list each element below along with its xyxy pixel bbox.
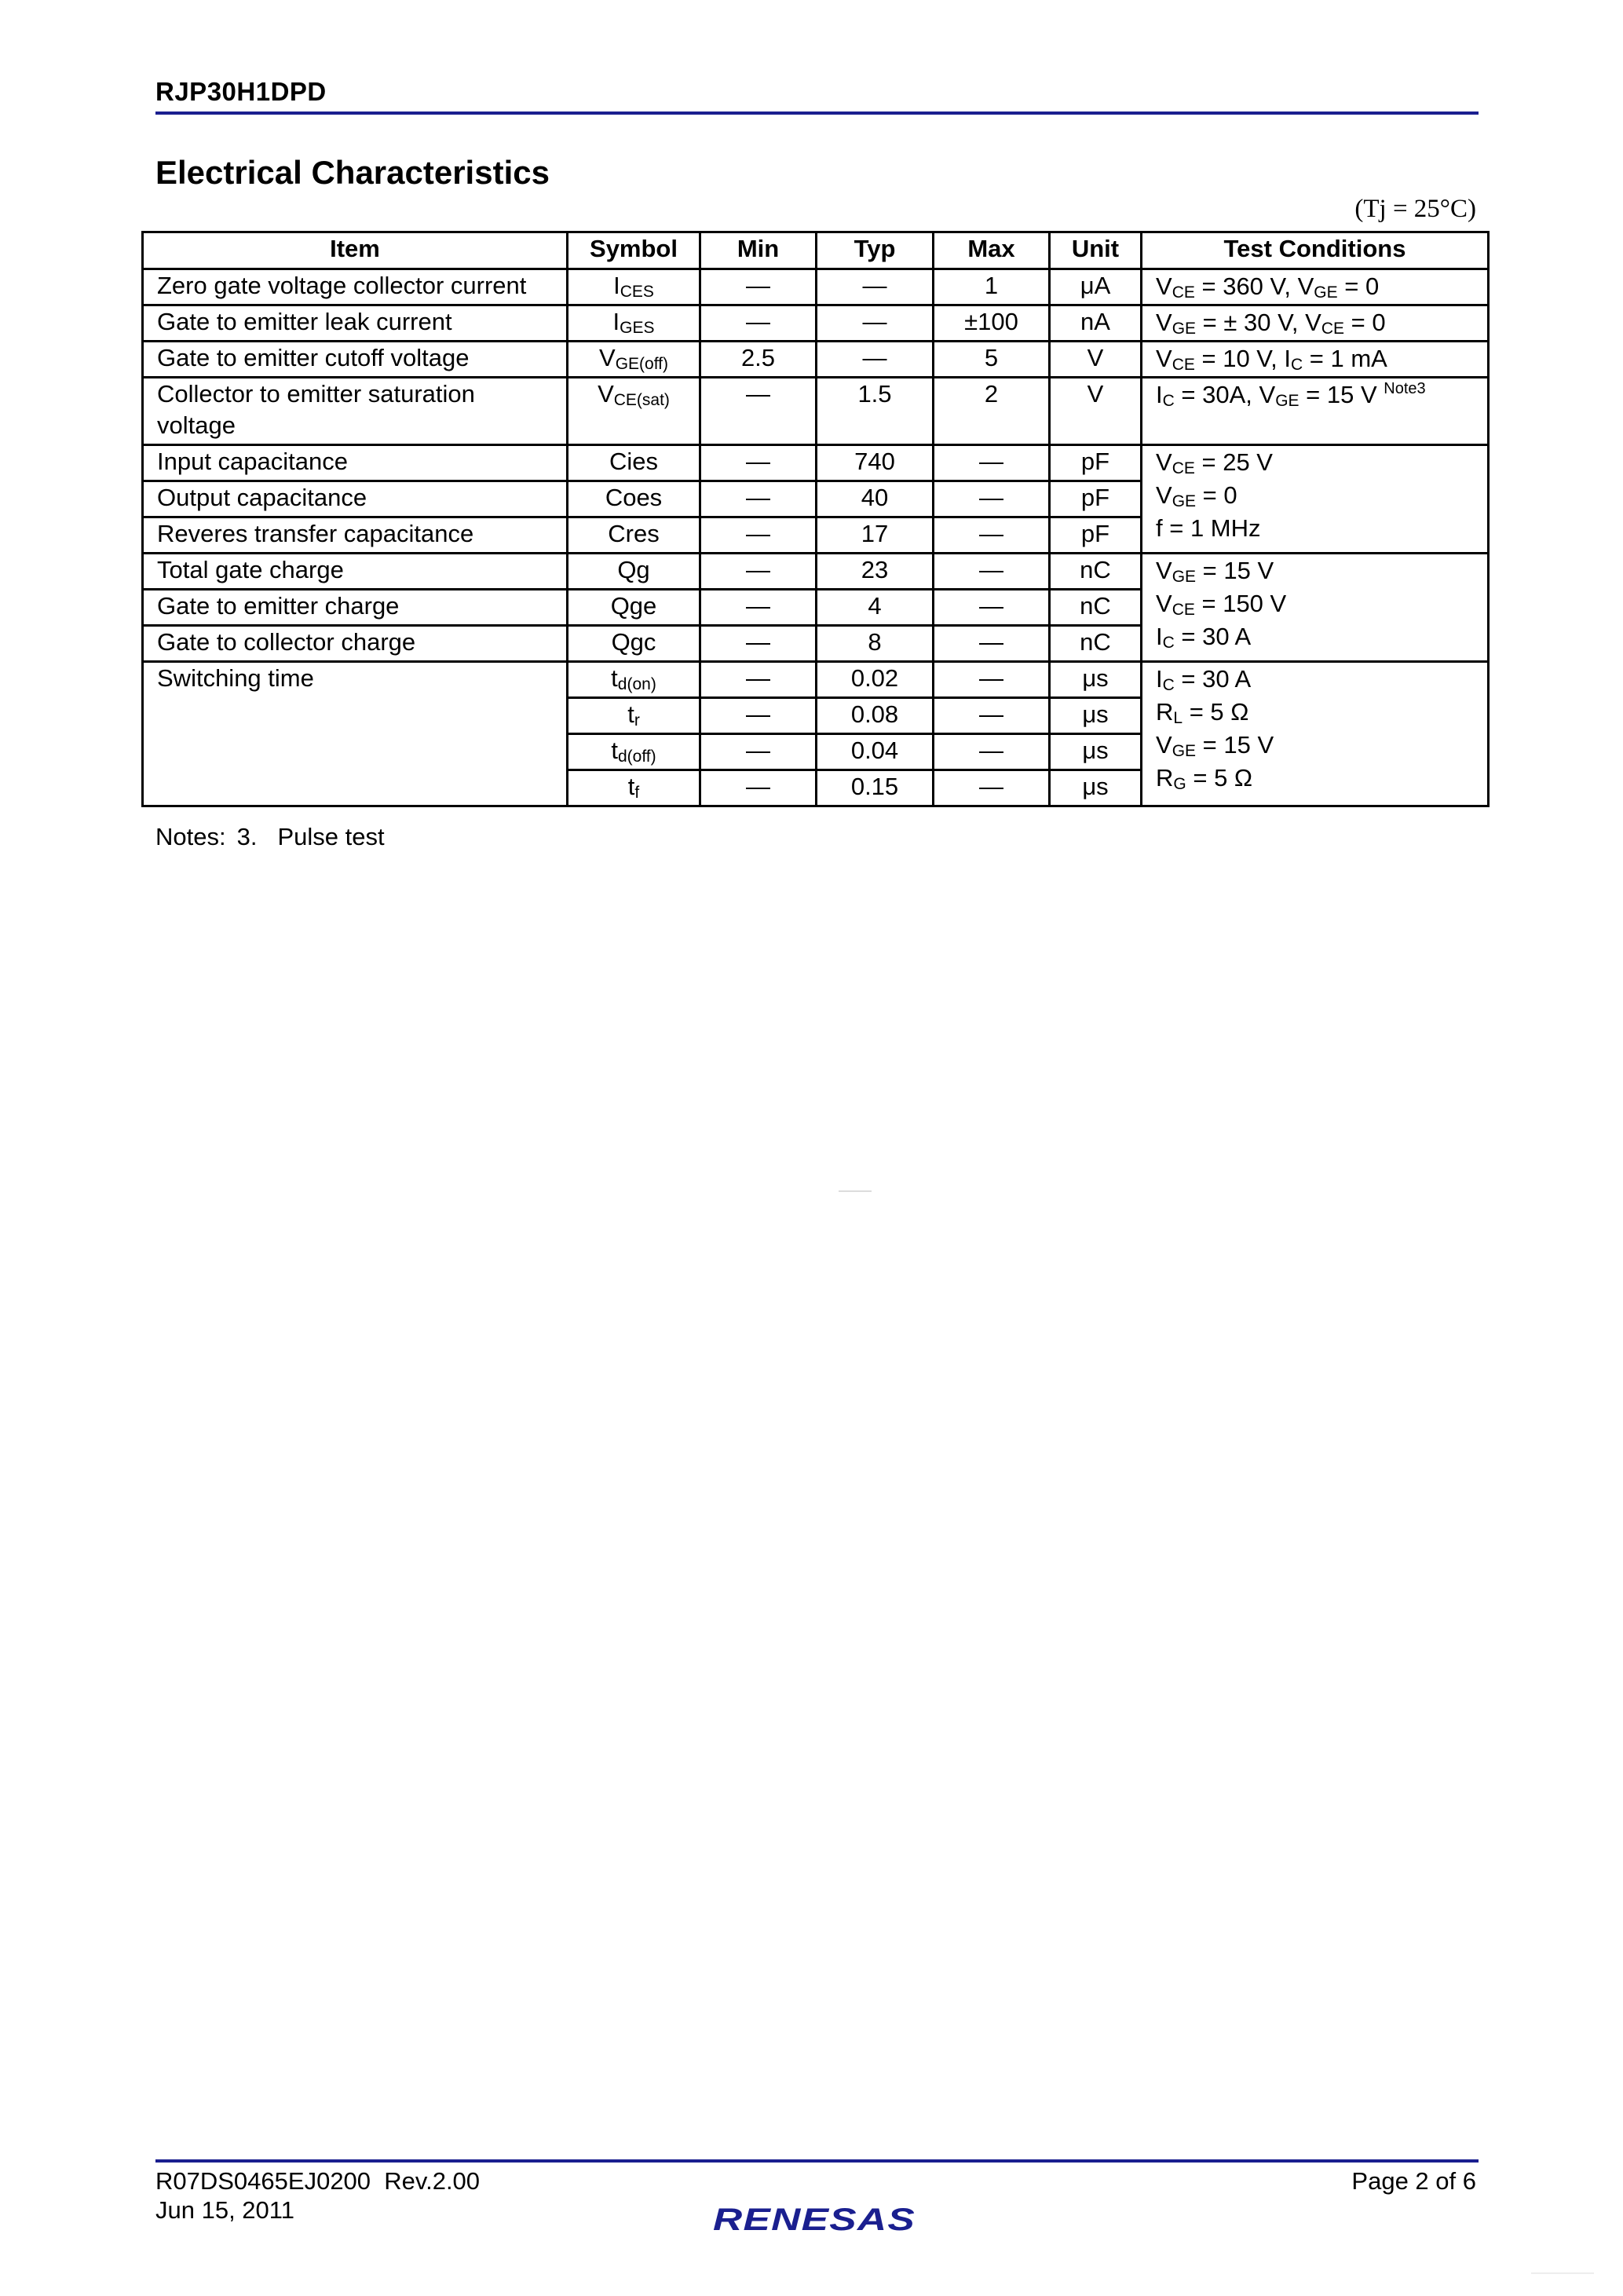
cond-value: = ± 30 V,	[1196, 309, 1306, 336]
cond-value: = 0	[1337, 272, 1380, 300]
typ-cell: 1.5	[817, 378, 934, 445]
item-cell	[143, 378, 568, 445]
symbol-cell: Qg	[568, 554, 700, 590]
symbol-sub: f	[634, 784, 640, 802]
symbol-cell	[568, 305, 700, 342]
max-cell: —	[934, 445, 1050, 481]
conditions-cell	[1142, 269, 1489, 305]
min-cell: —	[700, 554, 817, 590]
max-cell: —	[934, 554, 1050, 590]
item-cell: Total gate charge	[143, 554, 568, 590]
unit-cell: pF	[1050, 445, 1142, 481]
cond-value: = 5 Ω	[1183, 698, 1249, 726]
cond-symbol: V	[1156, 590, 1172, 617]
unit-cell: nC	[1050, 626, 1142, 662]
cond-line	[1156, 663, 1478, 696]
min-cell: —	[700, 734, 817, 770]
cond-symbol: V	[1297, 272, 1314, 300]
center-mark	[839, 1190, 872, 1192]
cond-symbol: V	[1156, 731, 1172, 759]
cond-symbol: I	[1156, 665, 1163, 693]
header-divider	[155, 112, 1479, 115]
conditions-cell	[1142, 662, 1489, 806]
renesas-logo	[713, 2200, 917, 2236]
cond-symbol: I	[1156, 623, 1163, 650]
cond-line	[1156, 446, 1478, 479]
symbol-base: t	[627, 773, 635, 800]
unit-cell: μs	[1050, 734, 1142, 770]
item-cell: Zero gate voltage collector current	[143, 269, 568, 305]
document-date: Jun 15, 2011	[155, 2196, 294, 2224]
cond-symbol: R	[1156, 764, 1174, 792]
max-cell: ±100	[934, 305, 1050, 342]
cond-symbol: V	[1259, 381, 1276, 408]
table-row	[143, 662, 1489, 698]
cond-value: = 30A,	[1174, 381, 1259, 408]
typ-cell: 40	[817, 481, 934, 517]
max-cell: 1	[934, 269, 1050, 305]
cond-symbol: V	[1156, 272, 1172, 300]
conditions-cell	[1142, 554, 1489, 662]
footer-divider	[155, 2159, 1479, 2163]
cond-value: = 15 V	[1196, 731, 1274, 759]
typ-cell: 740	[817, 445, 934, 481]
notes	[155, 823, 385, 851]
symbol-cell	[568, 734, 700, 770]
min-cell: —	[700, 305, 817, 342]
header-symbol: Symbol	[568, 232, 700, 269]
typ-cell: 0.15	[817, 770, 934, 806]
symbol-cell	[568, 770, 700, 806]
max-cell: —	[934, 481, 1050, 517]
cond-sub: GE	[1172, 320, 1197, 338]
cond-sub: G	[1173, 775, 1186, 793]
min-cell: —	[700, 662, 817, 698]
conditions-cell	[1142, 445, 1489, 554]
cond-value: = 1 mA	[1303, 345, 1387, 372]
cond-sub: GE	[1172, 742, 1197, 760]
conditions-cell	[1142, 378, 1489, 445]
header-typ: Typ	[817, 232, 934, 269]
note-reference: Note3	[1384, 380, 1426, 397]
symbol-sub: CE(sat)	[613, 391, 670, 409]
cond-sub: GE	[1172, 568, 1197, 586]
symbol-base: I	[612, 308, 620, 335]
min-cell: —	[700, 517, 817, 554]
typ-cell: 23	[817, 554, 934, 590]
item-cell: Gate to collector charge	[143, 626, 568, 662]
header-min: Min	[700, 232, 817, 269]
item-cell: Gate to emitter leak current	[143, 305, 568, 342]
cond-value: = 15 V	[1299, 381, 1384, 408]
cond-symbol: R	[1156, 698, 1174, 726]
symbol-sub: r	[634, 711, 640, 729]
typ-cell: —	[817, 269, 934, 305]
symbol-sub: GE(off)	[615, 355, 668, 373]
min-cell: —	[700, 445, 817, 481]
unit-cell: μA	[1050, 269, 1142, 305]
cond-line	[1156, 620, 1478, 653]
symbol-cell	[568, 378, 700, 445]
symbol-base: V	[598, 380, 614, 408]
note-number: 3.	[236, 823, 258, 850]
cond-value: = 5 Ω	[1186, 764, 1253, 792]
header-max: Max	[934, 232, 1050, 269]
min-cell: —	[700, 590, 817, 626]
typ-cell: —	[817, 342, 934, 378]
max-cell: —	[934, 517, 1050, 554]
cond-value: = 150 V	[1194, 590, 1287, 617]
cond-line	[1156, 554, 1478, 587]
cond-symbol: V	[1156, 557, 1172, 584]
table-row	[143, 269, 1489, 305]
unit-cell: nC	[1050, 590, 1142, 626]
table-row	[143, 378, 1489, 445]
max-cell: —	[934, 770, 1050, 806]
min-cell: 2.5	[700, 342, 817, 378]
max-cell: —	[934, 734, 1050, 770]
max-cell: —	[934, 698, 1050, 734]
symbol-sub: GES	[620, 319, 655, 337]
symbol-base: t	[611, 737, 618, 764]
item-cell: Input capacitance	[143, 445, 568, 481]
min-cell: —	[700, 626, 817, 662]
symbol-cell: Cies	[568, 445, 700, 481]
max-cell: 5	[934, 342, 1050, 378]
max-cell: —	[934, 662, 1050, 698]
cond-value: = 0	[1196, 481, 1237, 509]
item-cell: Reveres transfer capacitance	[143, 517, 568, 554]
cond-sub: GE	[1314, 283, 1338, 302]
max-cell: —	[934, 590, 1050, 626]
cond-sub: C	[1162, 676, 1175, 694]
typ-cell: —	[817, 305, 934, 342]
unit-cell: pF	[1050, 517, 1142, 554]
cond-line	[1156, 587, 1478, 620]
unit-cell: μs	[1050, 770, 1142, 806]
page-number: Page 2 of 6	[1351, 2167, 1476, 2195]
conditions-cell	[1142, 342, 1489, 378]
table-row	[143, 445, 1489, 481]
cond-symbol: V	[1156, 448, 1172, 476]
unit-cell: μs	[1050, 662, 1142, 698]
cond-value: = 30 A	[1174, 623, 1252, 650]
min-cell: —	[700, 378, 817, 445]
cond-sub: CE	[1172, 283, 1195, 302]
cond-value: = 25 V	[1194, 448, 1273, 476]
item-line: voltage	[157, 411, 236, 439]
item-cell: Switching time	[143, 662, 568, 806]
part-number: RJP30H1DPD	[155, 77, 327, 106]
symbol-cell: Coes	[568, 481, 700, 517]
symbol-base: t	[627, 700, 634, 728]
unit-cell: μs	[1050, 698, 1142, 734]
cond-value: = 15 V	[1196, 557, 1274, 584]
symbol-sub: d(off)	[617, 748, 656, 766]
electrical-characteristics-table	[141, 231, 1490, 807]
corner-mark	[1531, 2272, 1594, 2274]
cond-line	[1156, 479, 1478, 512]
typ-cell: 0.02	[817, 662, 934, 698]
unit-cell: nC	[1050, 554, 1142, 590]
item-cell: Gate to emitter cutoff voltage	[143, 342, 568, 378]
cond-sub: C	[1162, 392, 1175, 410]
symbol-cell	[568, 269, 700, 305]
symbol-base: t	[611, 664, 618, 692]
cond-sub: L	[1173, 709, 1183, 727]
max-cell: 2	[934, 378, 1050, 445]
cond-symbol: V	[1156, 345, 1172, 372]
header-item: Item	[143, 232, 568, 269]
note-text: Pulse test	[277, 823, 385, 850]
notes-label: Notes:	[155, 823, 226, 850]
cond-sub: C	[1290, 356, 1303, 374]
symbol-sub: CES	[620, 283, 654, 301]
cond-line	[1156, 696, 1478, 729]
symbol-cell: Cres	[568, 517, 700, 554]
section-title: Electrical Characteristics	[155, 154, 550, 191]
cond-value: = 30 A	[1174, 665, 1252, 693]
cond-line	[1156, 729, 1478, 762]
symbol-cell	[568, 662, 700, 698]
cond-sub: CE	[1172, 459, 1195, 477]
cond-symbol: V	[1156, 309, 1172, 336]
symbol-cell: Qge	[568, 590, 700, 626]
item-line: Collector to emitter saturation	[157, 380, 475, 408]
symbol-base: I	[613, 272, 620, 299]
typ-cell: 0.08	[817, 698, 934, 734]
typ-cell: 17	[817, 517, 934, 554]
cond-value: = 10 V,	[1194, 345, 1285, 372]
cond-symbol: V	[1305, 309, 1321, 336]
cond-sub: CE	[1321, 320, 1345, 338]
table-header-row	[143, 232, 1489, 269]
unit-cell: nA	[1050, 305, 1142, 342]
cond-value: = 360 V,	[1194, 272, 1298, 300]
cond-symbol: V	[1156, 481, 1172, 509]
symbol-sub: d(on)	[617, 675, 656, 693]
typ-cell: 4	[817, 590, 934, 626]
symbol-cell	[568, 342, 700, 378]
header-unit: Unit	[1050, 232, 1142, 269]
min-cell: —	[700, 481, 817, 517]
header-test-conditions: Test Conditions	[1142, 232, 1489, 269]
document-number: R07DS0465EJ0200 Rev.2.00	[155, 2167, 481, 2195]
cond-symbol: I	[1284, 345, 1291, 372]
min-cell: —	[700, 770, 817, 806]
symbol-cell	[568, 698, 700, 734]
cond-line	[1156, 762, 1478, 795]
table-row	[143, 554, 1489, 590]
cond-value: = 0	[1344, 309, 1386, 336]
cond-sub: C	[1162, 634, 1175, 652]
max-cell: —	[934, 626, 1050, 662]
table-row	[143, 342, 1489, 378]
unit-cell: V	[1050, 378, 1142, 445]
cond-symbol: I	[1156, 381, 1163, 408]
min-cell: —	[700, 698, 817, 734]
cond-sub: GE	[1172, 492, 1197, 510]
cond-line: f = 1 MHz	[1156, 514, 1261, 542]
conditions-cell	[1142, 305, 1489, 342]
item-cell: Output capacitance	[143, 481, 568, 517]
cond-sub: CE	[1172, 356, 1195, 374]
unit-cell: pF	[1050, 481, 1142, 517]
item-cell: Gate to emitter charge	[143, 590, 568, 626]
logo-text: RENESAS	[713, 2203, 916, 2236]
min-cell: —	[700, 269, 817, 305]
cond-sub: GE	[1275, 392, 1299, 410]
symbol-base: V	[599, 344, 616, 371]
cond-sub: CE	[1172, 601, 1195, 619]
unit-cell: V	[1050, 342, 1142, 378]
typ-cell: 0.04	[817, 734, 934, 770]
table-row	[143, 305, 1489, 342]
temperature-condition: (Tj = 25°C)	[1354, 195, 1476, 223]
symbol-cell: Qgc	[568, 626, 700, 662]
typ-cell: 8	[817, 626, 934, 662]
